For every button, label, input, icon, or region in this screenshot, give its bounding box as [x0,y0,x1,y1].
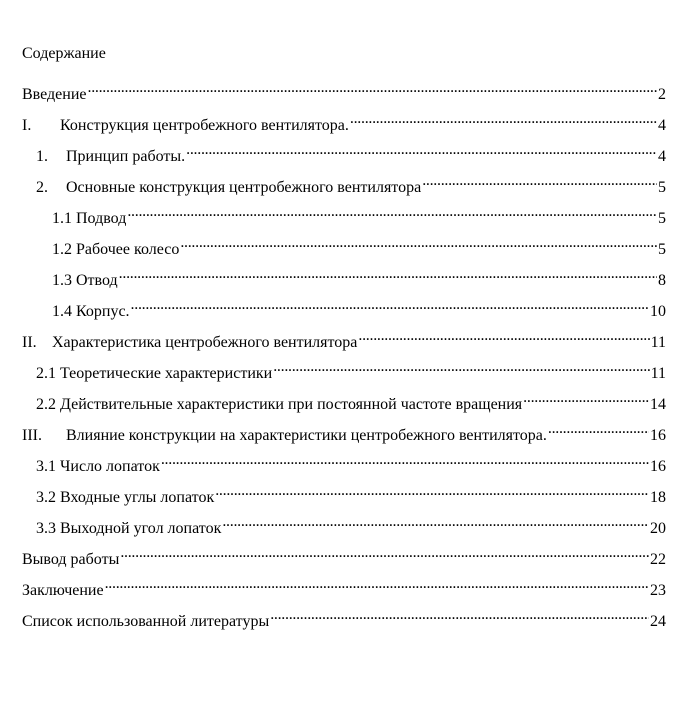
toc-entry-page: 10 [650,303,666,320]
toc-entry-text: 3.2 Входные углы лопаток [36,489,215,506]
toc-entry-number: II. [22,334,37,351]
toc-entry-page: 22 [650,551,666,568]
toc-entry-page: 5 [658,210,666,227]
toc-entry-3-1[interactable] [36,451,666,475]
toc-entry-text: 2.2 Действительные характеристики при постоянной частоте вращения [36,396,523,413]
toc-entry-number: I. [22,117,32,134]
toc-entry-number: 1. [36,148,48,165]
toc-leader-dots [548,420,649,440]
toc-title: Содержание [22,45,106,62]
toc-entry-text: 1.2 Рабочее колесо [52,241,180,258]
toc-leader-dots [131,296,649,316]
toc-entry-page: 11 [650,334,666,351]
toc-entry-page: 8 [658,272,666,289]
toc-leader-dots [105,575,649,595]
toc-leader-dots [119,265,657,285]
toc-entry-3-3[interactable] [36,513,666,537]
toc-entry-text: Принцип работы. [66,148,186,165]
toc-entry-section-2[interactable] [22,327,666,351]
toc-entry-page: 14 [650,396,666,413]
toc-entry-text: 2.1 Теоретические характеристики [36,365,273,382]
toc-entry-text: Основные конструкция центробежного вентилятора [66,179,422,196]
toc-entry-text: 1.3 Отвод [52,272,118,289]
toc-entry-text: Список использованной литературы [22,613,270,630]
toc-entry-text: 3.3 Выходной угол лопаток [36,520,222,537]
toc-entry-1-3[interactable] [52,265,666,289]
toc-entry-page: 20 [650,520,666,537]
toc-entry-text: 1.1 Подвод [52,210,127,227]
toc-entry-text: 3.1 Число лопаток [36,458,160,475]
toc-entry-text: Вывод работы [22,551,120,568]
toc-leader-dots [273,358,649,378]
toc-leader-dots [222,513,649,533]
toc-entry-page: 24 [650,613,666,630]
toc-leader-dots [270,606,649,626]
toc-entry-page: 5 [658,241,666,258]
toc-entry-conclusion-work[interactable] [22,544,666,568]
toc-entry-1-2[interactable] [52,234,666,258]
toc-entry-introduction[interactable] [22,79,666,103]
toc-entry-text: Конструкция центробежного вентилятора. [60,117,349,134]
toc-leader-dots [161,451,649,471]
toc-entry-text: Введение [22,86,87,103]
toc-leader-dots [358,327,649,347]
toc-leader-dots [127,203,657,223]
toc-entry-2-1[interactable] [36,358,666,382]
toc-entry-text: Заключение [22,582,104,599]
toc-leader-dots [186,141,657,161]
toc-leader-dots [88,79,658,99]
toc-entry-page: 4 [658,117,666,134]
toc-entry-1-4[interactable] [52,296,666,320]
toc-leader-dots [120,544,649,564]
toc-entry-2-2[interactable] [36,389,666,413]
toc-entry-page: 2 [658,86,666,103]
toc-entry-section-1[interactable] [22,110,666,134]
toc-leader-dots [180,234,657,254]
toc-entry-number: 2. [36,179,48,196]
toc-leader-dots [350,110,657,130]
toc-entry-text: 1.4 Корпус. [52,303,130,320]
toc-entry-2[interactable] [36,172,666,196]
toc-entry-page: 4 [658,148,666,165]
toc-entry-page: 18 [650,489,666,506]
toc-entry-3-2[interactable] [36,482,666,506]
toc-leader-dots [523,389,649,409]
toc-entry-number: III. [22,427,42,444]
toc-entry-text: Характеристика центробежного вентилятора [52,334,358,351]
toc-entry-1-1[interactable] [52,203,666,227]
toc-entry-page: 11 [650,365,666,382]
toc-entry-page: 16 [650,458,666,475]
toc-entry-text: Влияние конструкции на характеристики центробежного вентилятора. [66,427,547,444]
toc-entry-page: 23 [650,582,666,599]
toc-leader-dots [215,482,649,502]
toc-entry-references[interactable] [22,606,666,630]
toc-entry-1[interactable] [36,141,666,165]
toc-entry-section-3[interactable] [22,420,666,444]
toc-leader-dots [422,172,657,192]
toc-entry-conclusion[interactable] [22,575,666,599]
toc-entry-page: 5 [658,179,666,196]
toc-entry-page: 16 [650,427,666,444]
